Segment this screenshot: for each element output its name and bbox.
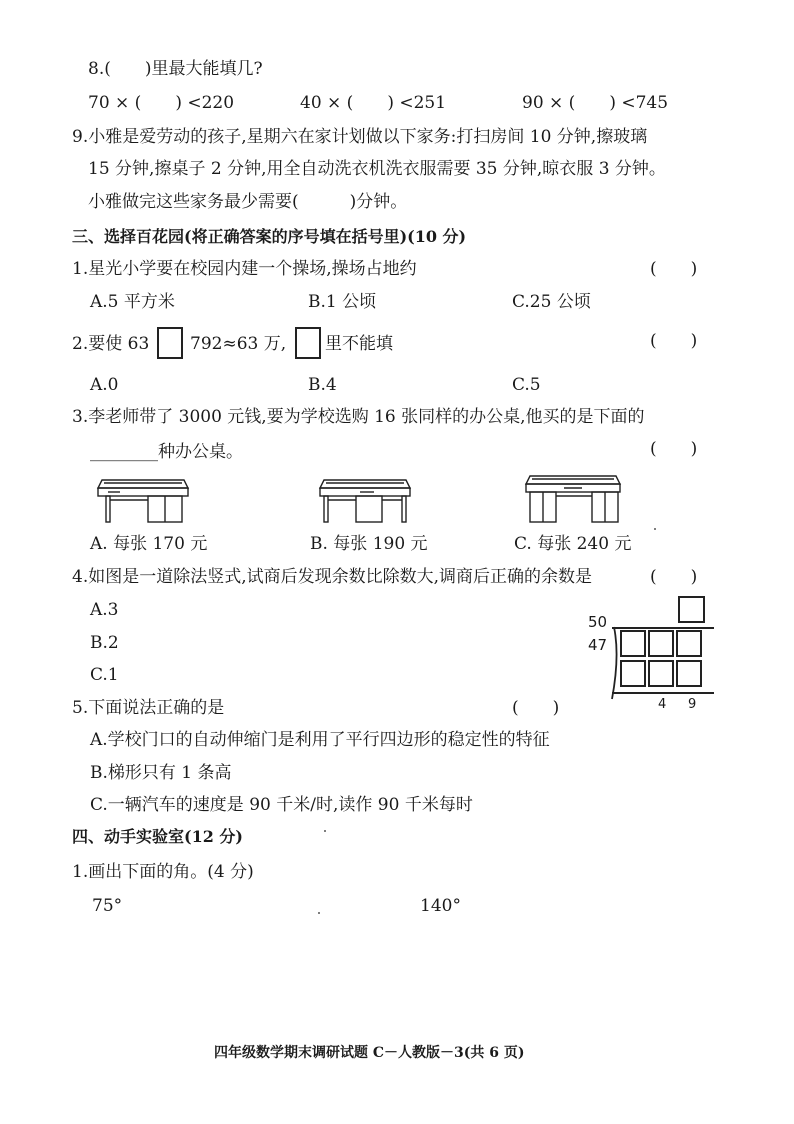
digit-box[interactable] — [676, 660, 702, 687]
page-footer: 四年级数学期末调研试题 C－人教版－3(共 6 页) — [214, 1045, 525, 1061]
s3q3-option-b: B. 每张 190 元 — [310, 534, 428, 554]
speck — [318, 912, 320, 914]
s3q3-option-a: A. 每张 170 元 — [90, 534, 208, 554]
s3q2-blank-box-1[interactable] — [157, 327, 183, 359]
s3q2-blank-box-2[interactable] — [295, 327, 321, 359]
desk-b-icon — [318, 474, 414, 526]
s4q1-angle-140: 140° — [420, 896, 461, 916]
s3q5-answer-paren[interactable]: ( ) — [512, 698, 560, 718]
s3q2-option-b: B.4 — [308, 375, 337, 395]
s3q1-option-a: A.5 平方米 — [90, 292, 175, 312]
speck — [654, 528, 656, 530]
quotient-box[interactable] — [678, 596, 705, 623]
s4q1-angle-75: 75° — [92, 896, 123, 916]
q8-title: 8.( )里最大能填几? — [88, 59, 263, 79]
s3q1-option-c: C.25 公顷 — [512, 292, 591, 312]
s3q2-suffix: 里不能填 — [325, 334, 393, 354]
s3q5-option-c: C.一辆汽车的速度是 90 千米/时,读作 90 千米每时 — [90, 795, 473, 815]
q8-item-1: 70 × ( ) <220 — [88, 93, 235, 113]
s3q4-option-a: A.3 — [90, 600, 119, 620]
s3q5-option-b: B.梯形只有 1 条高 — [90, 763, 232, 783]
s3q2-prefix: 2.要使 63 — [72, 334, 150, 354]
q8-item-2: 40 × ( ) <251 — [300, 93, 447, 113]
s3q2-answer-paren[interactable]: ( ) — [650, 331, 698, 351]
speck — [324, 830, 326, 832]
q8-item-3: 90 × ( ) <745 — [522, 93, 669, 113]
s3q3-answer-paren[interactable]: ( ) — [650, 439, 698, 459]
digit-box[interactable] — [620, 630, 646, 657]
s3q4-answer-paren[interactable]: ( ) — [650, 567, 698, 587]
section-3-title: 三、选择百花园(将正确答案的序号填在括号里)(10 分) — [72, 227, 467, 246]
s3q4-question: 4.如图是一道除法竖式,试商后发现余数比除数大,调商后正确的余数是 — [72, 567, 593, 587]
division-bracket — [606, 626, 620, 700]
s3q4-option-b: B.2 — [90, 633, 119, 653]
s4q1-question: 1.画出下面的角。(4 分) — [72, 862, 254, 882]
s3q3-option-c: C. 每张 240 元 — [514, 534, 632, 554]
digit-box[interactable] — [676, 630, 702, 657]
s3q2-option-a: A.0 — [90, 375, 119, 395]
desk-c-icon — [524, 470, 624, 528]
q9-line-3: 小雅做完这些家务最少需要( )分钟。 — [88, 192, 408, 212]
s3q4-option-c: C.1 — [90, 665, 119, 685]
divisor-label: 50 — [588, 613, 608, 631]
s3q3-line-1: 3.李老师带了 3000 元钱,要为学校选购 16 张同样的办公桌,他买的是下面的 — [72, 407, 645, 427]
remainder-digit: 4 — [658, 697, 667, 712]
q9-line-1: 9.小雅是爱劳动的孩子,星期六在家计划做以下家务:打扫房间 10 分钟,擦玻璃 — [72, 127, 648, 147]
dividend-part-label: 47 — [588, 636, 608, 654]
s3q5-option-a: A.学校门口的自动伸缩门是利用了平行四边形的稳定性的特征 — [90, 730, 550, 750]
s3q1-question: 1.星光小学要在校园内建一个操场,操场占地约 — [72, 259, 417, 279]
s3q5-question: 5.下面说法正确的是 — [72, 698, 225, 718]
digit-box[interactable] — [648, 630, 674, 657]
q9-line-2: 15 分钟,擦桌子 2 分钟,用全自动洗衣机洗衣服需要 35 分钟,晾衣服 3 分钟。 — [88, 159, 666, 179]
s3q1-answer-paren[interactable]: ( ) — [650, 259, 698, 279]
digit-box[interactable] — [620, 660, 646, 687]
s3q1-option-b: B.1 公顷 — [308, 292, 377, 312]
s3q3-line-2: ________种办公桌。 — [90, 442, 243, 462]
s3q2-middle: 792≈63 万, — [190, 334, 287, 354]
remainder-digit: 9 — [688, 697, 697, 712]
desk-a-icon — [96, 474, 192, 526]
digit-box[interactable] — [648, 660, 674, 687]
division-bar — [612, 627, 714, 629]
section-4-title: 四、动手实验室(12 分) — [72, 827, 243, 846]
s3q2-option-c: C.5 — [512, 375, 541, 395]
